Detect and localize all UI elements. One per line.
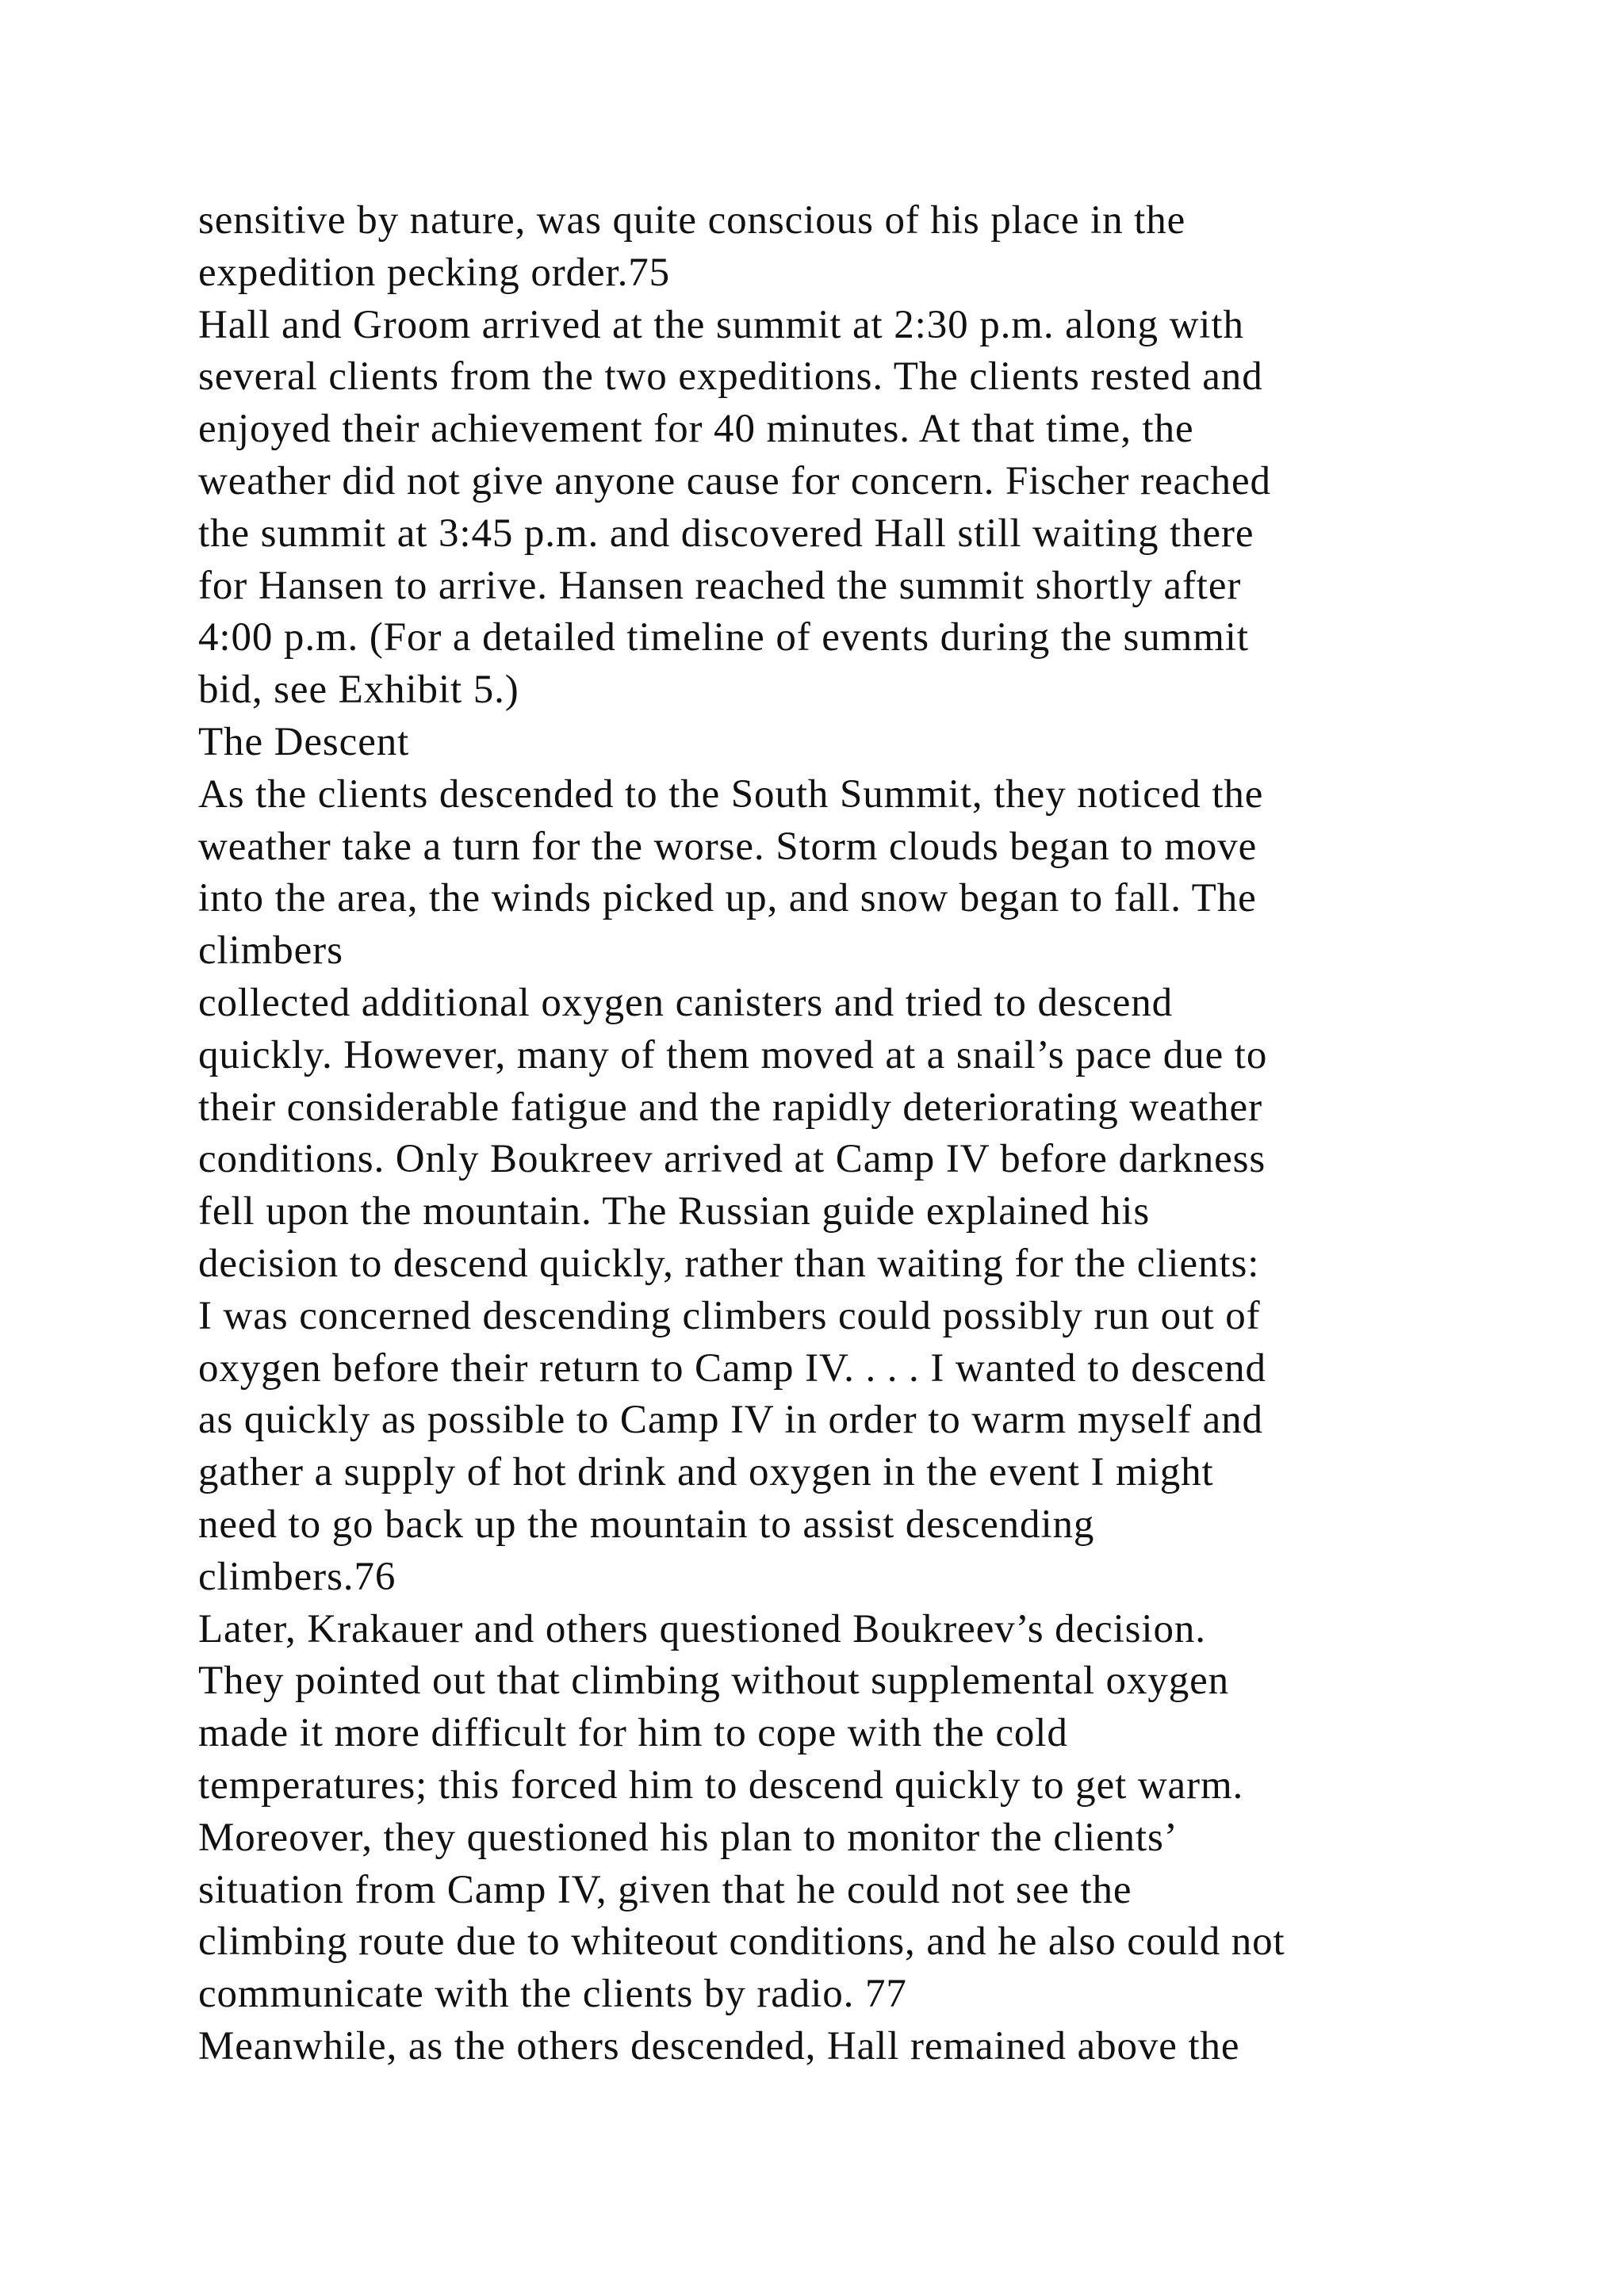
text-line: expedition pecking order.75 bbox=[198, 250, 671, 295]
text-line: communicate with the clients by radio. 77 bbox=[198, 1972, 907, 2017]
text-line: weather take a turn for the worse. Storm clouds began to move bbox=[198, 824, 1258, 869]
text-line: into the area, the winds picked up, and snow began to fall. The bbox=[198, 876, 1257, 921]
text-line: Later, Krakauer and others questioned Boukreev’s decision. bbox=[198, 1606, 1206, 1651]
text-line: conditions. Only Boukreev arrived at Camp IV before darkness bbox=[198, 1137, 1266, 1182]
quote-line: need to go back up the mountain to assist descending bbox=[198, 1502, 1095, 1547]
text-line: enjoyed their achievement for 40 minutes. At that time, the bbox=[198, 407, 1194, 452]
text-line: climbers bbox=[198, 928, 343, 974]
text-line: bid, see Exhibit 5.) bbox=[198, 668, 519, 713]
text-line: As the clients descended to the South Summit, they noticed the bbox=[198, 771, 1264, 817]
quote-line: climbers.76 bbox=[198, 1554, 396, 1599]
text-line: several clients from the two expeditions. The clients rested and bbox=[198, 354, 1263, 400]
quote-line: I was concerned descending climbers could possibly run out of bbox=[198, 1293, 1261, 1338]
quote-line: oxygen before their return to Camp IV. . . . I wanted to descend bbox=[198, 1345, 1266, 1391]
text-line: 4:00 p.m. (For a detailed timeline of events during the summit bbox=[198, 615, 1249, 660]
text-line: for Hansen to arrive. Hansen reached the summit shortly after bbox=[198, 563, 1242, 608]
text-line: their considerable fatigue and the rapidly deteriorating weather bbox=[198, 1085, 1262, 1130]
text-line: temperatures; this forced him to descend quickly to get warm. bbox=[198, 1762, 1244, 1808]
text-line: fell upon the mountain. The Russian guide explained his bbox=[198, 1189, 1151, 1234]
text-line: decision to descend quickly, rather than waiting for the clients: bbox=[198, 1241, 1260, 1286]
text-line: They pointed out that climbing without supplemental oxygen bbox=[198, 1659, 1230, 1704]
text-line: made it more difficult for him to cope with the cold bbox=[198, 1711, 1068, 1756]
section-heading: The Descent bbox=[198, 719, 410, 764]
text-line: Meanwhile, as the others descended, Hall remained above the bbox=[198, 2023, 1240, 2068]
quote-line: gather a supply of hot drink and oxygen in the event I might bbox=[198, 1450, 1214, 1495]
text-line: weather did not give anyone cause for concern. Fischer reached bbox=[198, 458, 1271, 503]
text-line: Moreover, they questioned his plan to monitor the clients’ bbox=[198, 1815, 1178, 1860]
text-line: collected additional oxygen canisters and tried to descend bbox=[198, 980, 1174, 1025]
body-text bbox=[198, 195, 1562, 2073]
text-line: the summit at 3:45 p.m. and discovered Hall still waiting there bbox=[198, 511, 1254, 556]
text-line: Hall and Groom arrived at the summit at 2:30 p.m. along with bbox=[198, 302, 1244, 347]
text-line: climbing route due to whiteout conditions, and he also could not bbox=[198, 1919, 1285, 1965]
text-line: sensitive by nature, was quite conscious of his place in the bbox=[198, 198, 1186, 243]
quote-line: as quickly as possible to Camp IV in order to warm myself and bbox=[198, 1398, 1263, 1443]
text-line: quickly. However, many of them moved at a snail’s pace due to bbox=[198, 1032, 1268, 1077]
text-line: situation from Camp IV, given that he could not see the bbox=[198, 1867, 1132, 1912]
